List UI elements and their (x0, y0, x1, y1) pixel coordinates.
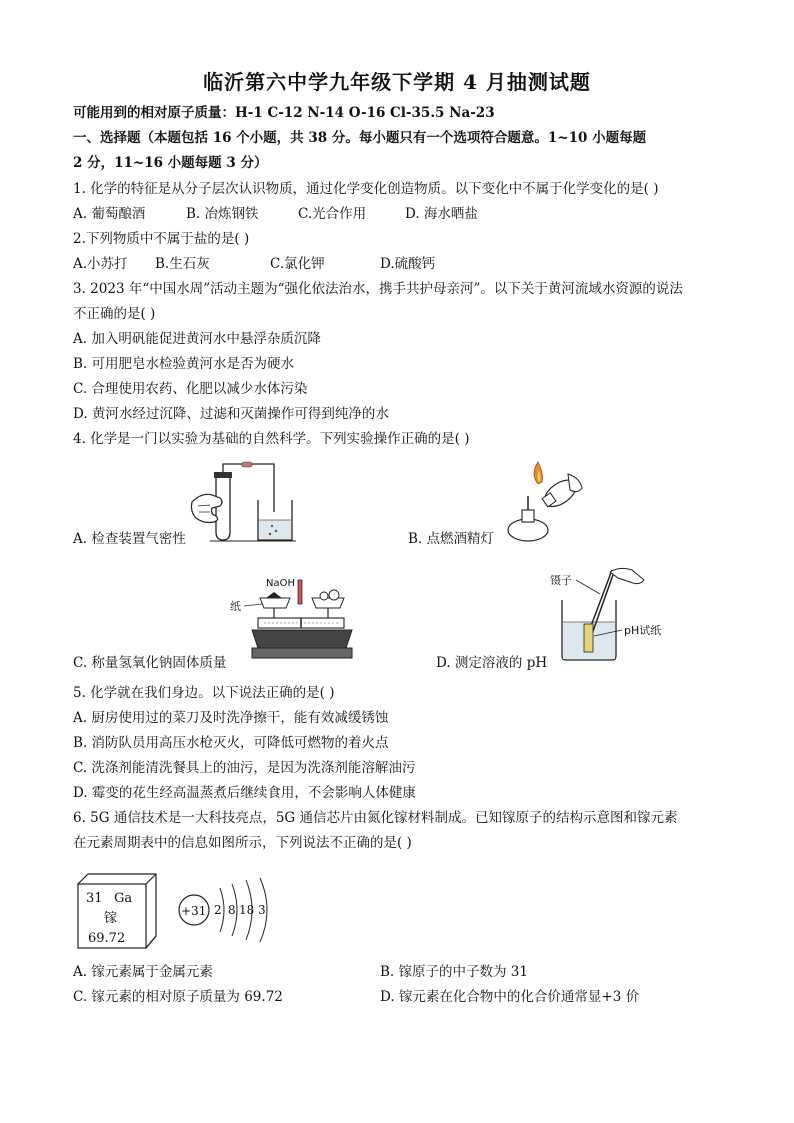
q6-stem-line1: 6. 5G 通信技术是一大科技亮点，5G 通信芯片由氮化镓材料制成。已知镓原子的结构示意图和镓元素 (73, 810, 678, 826)
shell-1-electrons: 2 (214, 903, 222, 917)
q2-option-d[interactable]: D.硫酸钙 (380, 256, 436, 272)
q3-option-c[interactable]: C. 合理使用农药、化肥以减少水体污染 (73, 381, 308, 397)
q4-option-b[interactable]: B. 点燃酒精灯 (408, 531, 495, 547)
shell-4-electrons: 3 (258, 903, 266, 917)
q2-stem: 2.下列物质中不属于盐的是( ) (73, 231, 250, 247)
q4-option-a[interactable]: A. 检查装置气密性 (73, 531, 186, 547)
q5-option-d[interactable]: D. 霉变的花生经高温蒸煮后继续食用，不会影响人体健康 (73, 785, 416, 801)
q6-option-a[interactable]: A. 镓元素属于金属元素 (73, 964, 213, 980)
q2-option-c[interactable]: C.氯化钾 (270, 256, 325, 272)
atomic-structure-diagram (176, 876, 276, 946)
q1-option-a[interactable]: A. 葡萄酿酒 (73, 206, 146, 222)
figure-alcohol-lamp (494, 460, 584, 544)
q6-option-b[interactable]: B. 镓原子的中子数为 31 (380, 964, 528, 980)
q4-option-c[interactable]: C. 称量氢氧化钠固体质量 (73, 655, 227, 671)
q5-option-c[interactable]: C. 洗涤剂能清洗餐具上的油污，是因为洗涤剂能溶解油污 (73, 760, 416, 776)
shell-2-electrons: 8 (228, 903, 236, 917)
atomic-mass: 69.72 (88, 931, 126, 946)
q6-option-c[interactable]: C. 镓元素的相对原子质量为 69.72 (73, 989, 283, 1005)
section-heading-line1: 一、选择题（本题包括 16 个小题，共 38 分。每小题只有一个选项符合题意。1~10 小题每题 (73, 130, 647, 146)
q3-option-a[interactable]: A. 加入明矾能促进黄河水中悬浮杂质沉降 (73, 331, 321, 347)
q3-option-d[interactable]: D. 黄河水经过沉降、过滤和灭菌操作可得到纯净的水 (73, 406, 389, 422)
atomic-number: 31 (86, 891, 103, 906)
naoh-label: NaOH (266, 578, 295, 589)
figure-ph-test (548, 566, 698, 662)
periodic-table-cell (76, 872, 158, 950)
nucleus-charge: +31 (181, 904, 207, 918)
q1-option-c[interactable]: C.光合作用 (298, 206, 367, 222)
q2-option-b[interactable]: B.生石灰 (155, 256, 210, 272)
section-heading-line2: 2 分，11~16 小题每题 3 分） (73, 155, 268, 171)
q3-stem-line2: 不正确的是( ) (73, 306, 156, 322)
q4-stem: 4. 化学是一门以实验为基础的自然科学。下列实验操作正确的是( ) (73, 431, 470, 447)
figure-balance-weighing (228, 574, 364, 664)
q5-option-b[interactable]: B. 消防队员用高压水枪灭火，可降低可燃物的着火点 (73, 735, 389, 751)
paper-label: 纸 (230, 600, 241, 613)
page-title: 临沂第六中学九年级下学期 4 月抽测试题 (203, 70, 591, 94)
atomic-masses-line: 可能用到的相对原子质量：H-1 C-12 N-14 O-16 Cl-35.5 Na-23 (73, 105, 495, 121)
q3-stem-line1: 3. 2023 年“中国水周”活动主题为“强化依法治水，携手共护母亲河”。以下关于黄河流域水资源的说法 (73, 281, 683, 297)
q4-option-d[interactable]: D. 测定溶液的 pH (436, 655, 548, 671)
q6-option-d[interactable]: D. 镓元素在化合物中的化合价通常显+3 价 (380, 989, 640, 1005)
q6-stem-line2: 在元素周期表中的信息如图所示，下列说法不正确的是( ) (73, 835, 412, 851)
tweezers-label: 镊子 (550, 574, 572, 587)
element-name: 镓 (104, 911, 118, 926)
q5-stem: 5. 化学就在我们身边。以下说法正确的是( ) (73, 685, 335, 701)
figure-airtightness-check (190, 462, 300, 544)
element-symbol: Ga (114, 891, 133, 906)
q1-option-b[interactable]: B. 冶炼钢铁 (186, 206, 259, 222)
q3-option-b[interactable]: B. 可用肥皂水检验黄河水是否为硬水 (73, 356, 295, 372)
q5-option-a[interactable]: A. 厨房使用过的菜刀及时洗净擦干，能有效减缓锈蚀 (73, 710, 389, 726)
q1-option-d[interactable]: D. 海水晒盐 (405, 206, 478, 222)
shell-3-electrons: 18 (239, 903, 255, 917)
q2-option-a[interactable]: A.小苏打 (73, 256, 128, 272)
q1-stem: 1. 化学的特征是从分子层次认识物质，通过化学变化创造物质。以下变化中不属于化学变化的是( ) (73, 181, 659, 197)
ph-paper-label: pH试纸 (624, 624, 662, 637)
